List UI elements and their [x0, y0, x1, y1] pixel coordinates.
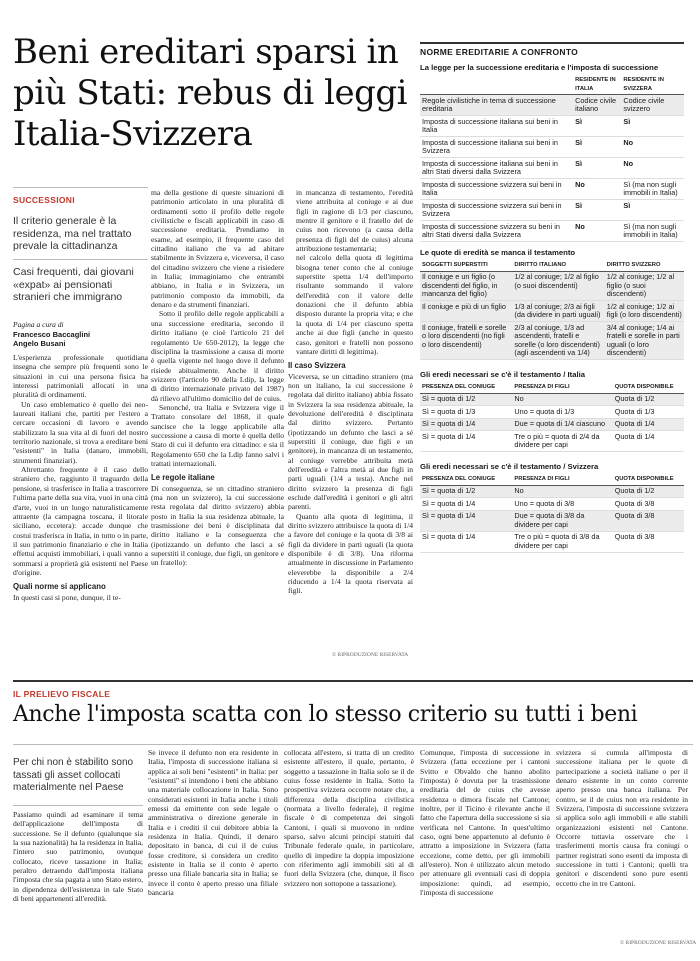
paragraph: Senonché, tra Italia e Svizzera vige il Trattato consolare del 1868, il quale sancisce che la legge applicabile alla successione a causa di morte è quella dello Stato di cui il defunto era cittadino: e sia il Regolamento 650 che la Ldip fanno salvi i trattati internazionali. [151, 402, 284, 468]
column-header: QUOTA DISPONIBILE [613, 474, 684, 485]
column-header: RESIDENTE IN SVIZZERA [621, 75, 684, 95]
bottom-column-1 [13, 810, 143, 950]
table-cell: 1/2 al coniuge; 1/2 al figlio (o suoi discendenti) [605, 271, 684, 301]
table-cell: Tre o più = quota di 3/8 da dividere per capi [512, 531, 612, 552]
column-header: PRESENZA DI FIGLI [512, 382, 612, 393]
paragraph: Di conseguenza, se un cittadino straniero (ma non un svizzero), la cui successione resta regolata dal diritto svizzero) abbia posto in Italia la sua residenza abituale, la trasmissione dei beni è disciplinata dal diritto italiano e la conseguenza che (ipotizzando un defunto che lasci a sé superstiti il coniuge, due figli, un genitore e un fratello): [151, 483, 284, 568]
paragraph: In questi casi si pone, dunque, il te- [13, 592, 121, 602]
table-cell: Imposta di successione italiana sui beni in Svizzera [420, 137, 573, 158]
divider [13, 259, 148, 260]
table-cell: Sì = quota di 1/4 [420, 531, 512, 552]
table-cell: Sì = quota di 1/4 [420, 498, 512, 511]
bottom-subheadline: Per chi non è stabilito sono tassati gli asset collocati materialmente nel Paese [13, 757, 134, 793]
table-title: Le quote di eredità se manca il testamento [420, 248, 576, 257]
table-cell: Sì = quota di 1/3 [420, 406, 512, 419]
table-row [420, 221, 684, 242]
table-cell: Tre o più = quota di 2/4 da dividere per capi [512, 431, 612, 452]
table-cell: Sì = quota di 1/4 [420, 431, 512, 452]
quotas-table [420, 260, 684, 360]
table-cell: 1/2 al coniuge; 1/2 al figlio (o suoi discendenti) [512, 271, 604, 301]
table-cell: Sì = quota di 1/2 [420, 393, 512, 406]
table-cell: Codice civile italiano [573, 95, 621, 116]
table-cell: Imposta di successione italiana sui beni in altri Stati diversi dalla Svizzera [420, 158, 573, 179]
table-cell: Sì (ma non sugli immobili in Italia) [621, 221, 684, 242]
table-cell: Uno = quota di 1/3 [512, 406, 612, 419]
table-cell: Sì [573, 116, 621, 137]
table-cell: No [512, 393, 612, 406]
table-cell: Sì [573, 158, 621, 179]
table-cell: Imposta di successione svizzera sui beni in Svizzera [420, 200, 573, 221]
table-cell: Il coniuge, fratelli e sorelle o loro discendenti (no figli o loro discendenti) [420, 322, 512, 360]
bottom-column-5 [556, 748, 688, 936]
table-row [420, 510, 684, 531]
table-cell: Quota di 3/8 [613, 510, 684, 531]
table-cell: 1/3 al coniuge; 2/3 ai figli (da dividere in parti uguali) [512, 301, 604, 322]
table-cell: No [573, 221, 621, 242]
table-row [420, 301, 684, 322]
table-cell: Quota di 1/2 [613, 393, 684, 406]
paragraph: Quanto alla quota di legittima, il diritto svizzero attribuisce la quota di 1/4 a favore del coniuge e la quota di 3/8 ai figli da dividere in parti uguali (la quota disponibile è di 3/8). Una riforma attualmente in discussione in Parlamento eleverebbe la disponibile a 2/4 riducendo a 1/4 la quota riservata ai figli. [288, 511, 413, 596]
paragraph: Altrettanto frequente è il caso dello straniero che, raggiunto il traguardo della pensione, si trasferisce in Italia a trascorrere l'ultima parte della sua vita, vuoi in una città d'arte, vuoi in un luogo naturalisticamente attraente (la campagna toscana, il litorale siciliano, eccetera): accade dunque che costui trasferisca in Italia, in tutto o in parte, il suo patrimonio finanziario e che in Italia effettui acquisti immobiliari, i quali vanno a sommarsi a proprietà già esistenti nel Paese d'origine. [13, 465, 148, 577]
column-header: QUOTA DISPONIBILE [613, 382, 684, 393]
table-row [420, 200, 684, 221]
table-title: Gli eredi necessari se c'è il testamento / Svizzera [420, 462, 599, 471]
divider [13, 744, 693, 745]
table-cell: No [512, 485, 612, 498]
table-cell: Regole civilistiche in tema di successione ereditaria [420, 95, 573, 116]
table-cell: No [573, 179, 621, 200]
table-cell: 1/2 al coniuge; 1/2 ai figli (o loro discendenti) [605, 301, 684, 322]
subheading: Le regole italiane [151, 473, 215, 483]
column-header: PRESENZA DEL CONIUGE [420, 474, 512, 485]
table-row [420, 418, 684, 431]
paragraph: ma della gestione di queste situazioni di patrimonio articolato in una pluralità di ordinamenti sotto il profilo delle regole civilistiche e fiscali applicabili in caso di successione ereditaria. Prendiamo in esame, ad esempio, il frequente caso del cittadino italiano che va ad abitare stabilmente in Svizzera e, viceversa, il caso del cittadino svizzero che viene a risiedere in Italia; immaginiamo che entrambi abbiano, in Italia e in Svizzera, un patrimonio composto da immobili, da denaro e da strumenti finanziari. [151, 188, 284, 310]
paragraph: svizzera si cumula all'imposta di successione italiana per le quote di partecipazione a società italiane o per il denaro esistente in un conto corrente aperto presso una banca italiana. Per contro, se il de cuius non era residente in Svizzera, l'imposta di successione svizzera si applica solo agli immobili e alle stabili organizzazioni esistenti nel Cantone. Occorre tuttavia osservare che i trasferimenti mortis causa fra coniugi o partner registrati sono esenti da imposta di successione in tutti i Cantoni; quelli tra genitori e discendenti sono pure esenti eccetto che in tre Cantoni. [556, 748, 688, 888]
table-cell: Imposta di successione italiana sui beni in Italia [420, 116, 573, 137]
copyright-note: © RIPRODUZIONE RISERVATA [332, 652, 409, 658]
table-cell: 2/3 al coniuge, 1/3 ad ascendenti, fratelli e sorelle (o loro discendenti) (agli ascendenti va 1/4) [512, 322, 604, 360]
section-divider [13, 680, 693, 682]
list-item: • in mancanza di testamento, l'eredità viene attribuita al coniuge e ai due figli in ragione di 1/3 per ciascuno, mentre il genitore e il fratello del de cuius non ricevono (a causa della presenza di figli del de cuius) alcuna attribuzione testamentaria; [296, 188, 413, 253]
table-row [420, 95, 684, 116]
paragraph: Sotto il profilo delle regole applicabili a una successione ereditaria, secondo il diritto italiano (e cioè l'articolo 21 del regolamento Ue 650-2012), la legge che disciplina la trasmissione a causa di morte è quella vigente nel luogo dove il defunto risiede abitualmente. Anche il diritto svizzero (l'articolo 90 della Ldip, la legge di diritto internazionale privato del 1987) dà rilievo all'ultimo domicilio del de cuius. [151, 309, 284, 403]
bottom-headline: Anche l'imposta scatta con lo stesso criterio su tutti i beni [13, 702, 638, 727]
bottom-column-4 [420, 748, 550, 950]
copyright-note: © RIPRODUZIONE RISERVATA [620, 940, 697, 946]
subheadline-2: Casi frequenti, dai giovani «expat» ai pensionati stranieri che immigrano [13, 266, 134, 303]
table-row [420, 271, 684, 301]
table-row [420, 498, 684, 511]
table-cell: Sì [621, 200, 684, 221]
list-item: • nel calcolo della quota di legittima bisogna tener conto che al coniuge superstite spetta 1/4 dell'importo risultante sommando il valore dell'eredità con il valore delle donazioni che il defunto abbia disposto durante la propria vita; e che la quota di 1/4 per ciascuno spetta anche ai due figli (anche in questo caso, genitori e fratelli non possono vantare diritti di legittima). [296, 253, 413, 356]
column-header: PRESENZA DI FIGLI [512, 474, 612, 485]
comparison-panel [420, 42, 684, 553]
column-header: SOGGETTI SUPERSTITI [420, 260, 512, 271]
table-row [420, 393, 684, 406]
table-row [420, 179, 684, 200]
table-cell: Quota di 3/8 [613, 531, 684, 552]
table-cell: No [621, 158, 684, 179]
table-cell: No [621, 137, 684, 158]
table-cell: Sì (ma non sugli immobili in Italia) [621, 179, 684, 200]
column-header: DIRITTO ITALIANO [512, 260, 604, 271]
table-cell: Uno = quota di 3/8 [512, 498, 612, 511]
table-row [420, 431, 684, 452]
table-cell: Il coniuge e un figlio (o discendenti del figlio, in mancanza del figlio) [420, 271, 512, 301]
table-cell: Sì = quota di 1/4 [420, 510, 512, 531]
table-cell: Il coniuge e più di un figlio [420, 301, 512, 322]
panel-title: NORME EREDITARIE A CONFRONTO [420, 42, 684, 57]
subheading: Il caso Svizzera [288, 361, 346, 371]
column-header: PRESENZA DEL CONIUGE [420, 382, 512, 393]
paragraph: Se invece il defunto non era residente in Italia, l'imposta di successione italiana si applica ai soli beni "esistenti" in Italia: per "esistenti" si intendono i beni che abbiano una materiale collocazione in Italia. Sono considerati esistenti in Italia anche i titoli emessi da emittente con sede legale o amministrativa o direzione generale in Italia e i crediti il cui debitore abbia la residenza in Italia. Quindi, il denaro depositato in banca, di cui il de cuius fosse creditore, si considera un credito esistente in Italia se il conto è aperto presso una filiale bancaria sita in Italia; se invece il conto è aperto presso una filiale bancaria [148, 748, 278, 898]
subheadline-1: Il criterio generale è la residenza, ma nel trattato prevale la cittadinanza [13, 215, 132, 252]
bottom-column-2 [148, 748, 278, 950]
author-name: Angelo Busani [13, 339, 66, 348]
article-column-3 [288, 188, 413, 648]
italy-heirs-table [420, 382, 684, 452]
bullet-list [288, 188, 413, 356]
paragraph: collocata all'estero, si tratta di un credito esistente all'estero, il quale, pertanto, è soggetto a tassazione in Italia solo se il de cuius fosse residente in Italia. Sotto la prospettiva svizzera occorre notare che, a differenza della disciplina civilistica (normata a livello federale), il regime fiscale è di competenza dei singoli Cantoni, i quali si muovono in ordine sparso, salvo alcuni principi statuiti dal Tribunale federale quale, in particolare, quello di impedire la doppia imposizione con riferimento agli immobili siti al di fuori della Svizzera (che, dunque, il fisco svizzero non sottopone a tassazione). [284, 748, 414, 888]
paragraph: Un caso emblematico è quello dei neo-laureati italiani che, partiti per l'estero a cercare occasioni di lavoro e avendo stabilizzato la sua vita al di fuori del nostro territorio nazionale, si trova a ereditare beni "esistenti" in Italia (danaro, immobili, strumenti finanziari). [13, 399, 148, 465]
byline [13, 320, 148, 349]
paragraph: Viceversa, se un cittadino straniero (ma non un italiano, la cui successione è regolata dal diritto italiano) abbia fissato in Svizzera la sua residenza abituale, la devoluzione dell'eredità è disciplinata dal diritto svizzero. Pertanto (ipotizzando un defunto che lasci a sé superstiti il coniuge, due figli e un genitore), in mancanza di un testamento, al coniuge verrebbe attribuita metà dell'eredità e l'altra metà ai due figli in parti uguali (1/4 a testa). Anche nel diritto svizzero la presenza di figli esclude dall'eredità i genitori e gli altri parenti. [288, 371, 413, 512]
table-title: Gli eredi necessari se c'è il testamento / Italia [420, 370, 586, 379]
section-kicker: SUCCESSIONI [13, 195, 75, 205]
article-column-1 [13, 353, 148, 683]
table-row [420, 116, 684, 137]
divider [13, 805, 143, 806]
column-header: DIRITTO SVIZZERO [605, 260, 684, 271]
table-cell: Quota di 1/4 [613, 431, 684, 452]
table-row [420, 322, 684, 360]
table-cell: Quota di 1/2 [613, 485, 684, 498]
table-cell: Sì [621, 116, 684, 137]
section-kicker: IL PRELIEVO FISCALE [13, 689, 111, 699]
column-header [420, 75, 573, 95]
table-cell: Imposta di successione svizzera sui beni in Italia [420, 179, 573, 200]
law-table [420, 75, 684, 242]
table-cell: Sì = quota di 1/2 [420, 485, 512, 498]
main-headline: Beni ereditari sparsi in più Stati: rebus di leggi Italia-Svizzera [13, 32, 408, 154]
author-name: Francesco Baccaglini [13, 329, 91, 339]
paragraph: L'esperienza professionale quotidiana insegna che sempre più frequenti sono le situazioni in cui una persona fisica ha interessi patrimoniali allocati in una pluralità di ordinamenti. [13, 353, 148, 400]
column-header: RESIDENTE IN ITALIA [573, 75, 621, 95]
paragraph: Passiamo quindi ad esaminare il tema dell'applicazione dell'imposta di successione. Se il defunto (qualunque sia la sua nazionalità) ha la residenza in Italia, l'intero suo patrimonio, ovunque collocato, riceve tassazione in Italia; peraltro detraendo dall'imposta italiana l'imposta che sia pagata a uno Stato estero, in dipendenza dell'esistenza in tale Stato di beni appartenenti all'eredità. [13, 810, 143, 904]
table-cell: Sì [573, 137, 621, 158]
table-cell: Quota di 1/3 [613, 406, 684, 419]
divider [13, 187, 148, 188]
table-cell: Sì = quota di 1/4 [420, 418, 512, 431]
table-row [420, 406, 684, 419]
table-row [420, 137, 684, 158]
table-row [420, 158, 684, 179]
table-cell: Due = quota di 1/4 ciascuno [512, 418, 612, 431]
table-row [420, 531, 684, 552]
table-cell: Imposta di successione svizzera su beni in altri Stati diversi dalla Svizzera [420, 221, 573, 242]
table-row [420, 485, 684, 498]
byline-label: Pagina a cura di [13, 320, 64, 329]
table-cell: 3/4 al coniuge; 1/4 ai fratelli e sorelle in parti uguali (o loro discendenti) [605, 322, 684, 360]
table-cell: Codice civile svizzero [621, 95, 684, 116]
paragraph: Comunque, l'imposta di successione in Svizzera (fatta eccezione per i cantoni Svitto e Obvaldo che hanno abolito l'imposta) è dovuta per la trasmissione ereditaria del de cuius che avesse residenza o dimora fiscale nel Cantone; inoltre, per il Ticino è rilevante anche il fatto che l'apertura della successione si sia verificata nel Cantone. In quest'ultimo caso, ogni bene appartenuto al defunto è attratto a imposizione in Svizzera (fatta eccezione, come detto, per gli immobili all'estero). Non è utilizzato alcun metodo per attenuare gli eventuali casi di doppia imposizione: quindi, ad esempio, l'imposta di successione [420, 748, 550, 898]
switzerland-heirs-table [420, 474, 684, 553]
table-title: La legge per la successione ereditaria e l'imposta di successione [420, 63, 659, 72]
table-cell: Due = quota di 3/8 da dividere per capi [512, 510, 612, 531]
article-column-2 [151, 188, 284, 648]
bottom-column-3 [284, 748, 414, 950]
subheading: Quali norme si applicano [13, 582, 106, 592]
table-cell: Quota di 1/4 [613, 418, 684, 431]
table-cell: Quota di 3/8 [613, 498, 684, 511]
table-cell: Sì [573, 200, 621, 221]
